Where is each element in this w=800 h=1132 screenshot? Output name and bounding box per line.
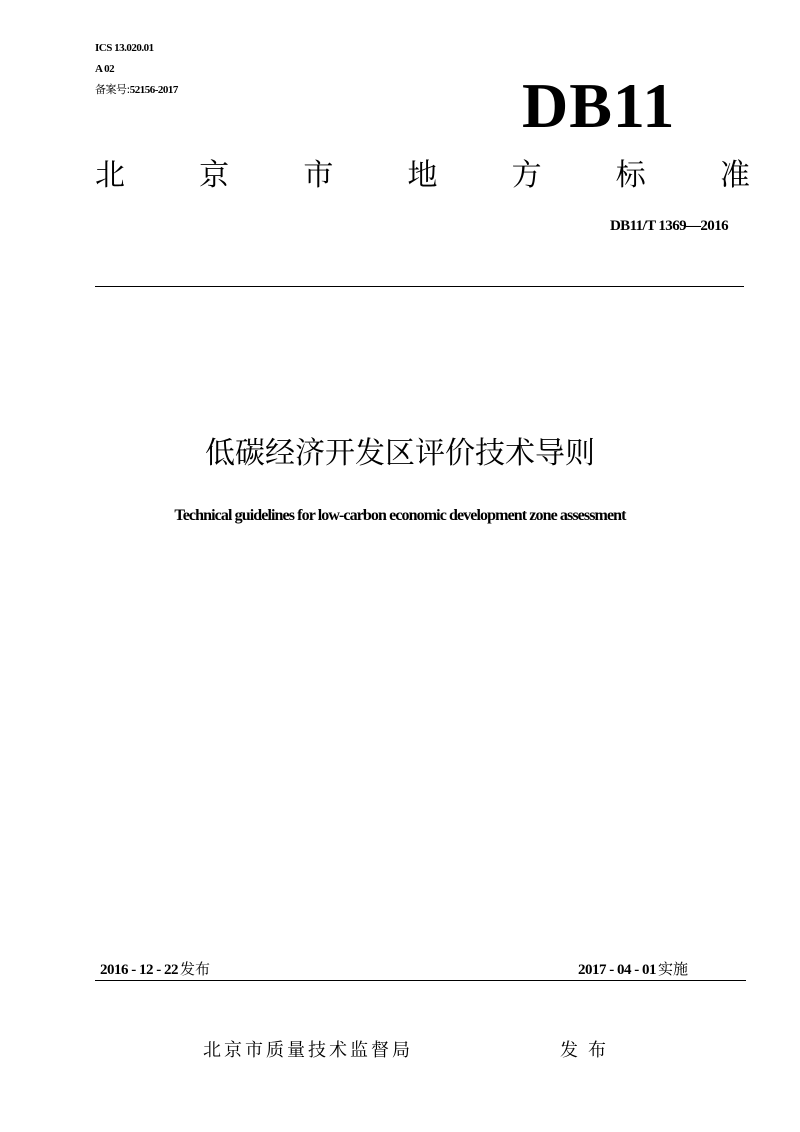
standard-type-char: 市	[303, 158, 334, 193]
issue-date-line	[100, 958, 210, 981]
standard-type-char: 准	[719, 158, 750, 193]
standard-type-char: 标	[615, 158, 646, 193]
issue-date: 2016 - 12 - 22	[100, 962, 178, 978]
document-title-cn: 低碳经济开发区评价技术导则	[205, 436, 595, 471]
filing-number-line	[95, 83, 178, 97]
standard-code: DB11/T 1369—2016	[609, 218, 728, 234]
standard-type-char: 地	[407, 158, 438, 193]
implementation-date: 2017 - 04 - 01	[578, 962, 656, 978]
category-code: A 02	[95, 63, 115, 75]
standard-type-char: 北	[95, 158, 125, 193]
filing-label: 备案号:	[95, 83, 130, 96]
standard-type-char: 京	[199, 158, 230, 193]
ics-code: ICS 13.020.01	[95, 42, 154, 54]
top-divider	[95, 286, 744, 287]
db11-logo: DB11	[522, 70, 676, 141]
document-title-en: Technical guidelines for low-carbon economic development zone assessment	[174, 507, 626, 524]
issue-label: 发布	[180, 960, 211, 978]
implementation-label: 实施	[658, 960, 689, 978]
implementation-date-line	[578, 958, 688, 981]
filing-number: 52156-2017	[129, 84, 178, 96]
publisher: 北京市质量技术监督局	[203, 1040, 413, 1061]
standard-type-char: 方	[511, 158, 542, 193]
bottom-divider	[95, 980, 746, 981]
publish-label: 发布	[560, 1040, 616, 1061]
standard-type	[95, 152, 750, 200]
